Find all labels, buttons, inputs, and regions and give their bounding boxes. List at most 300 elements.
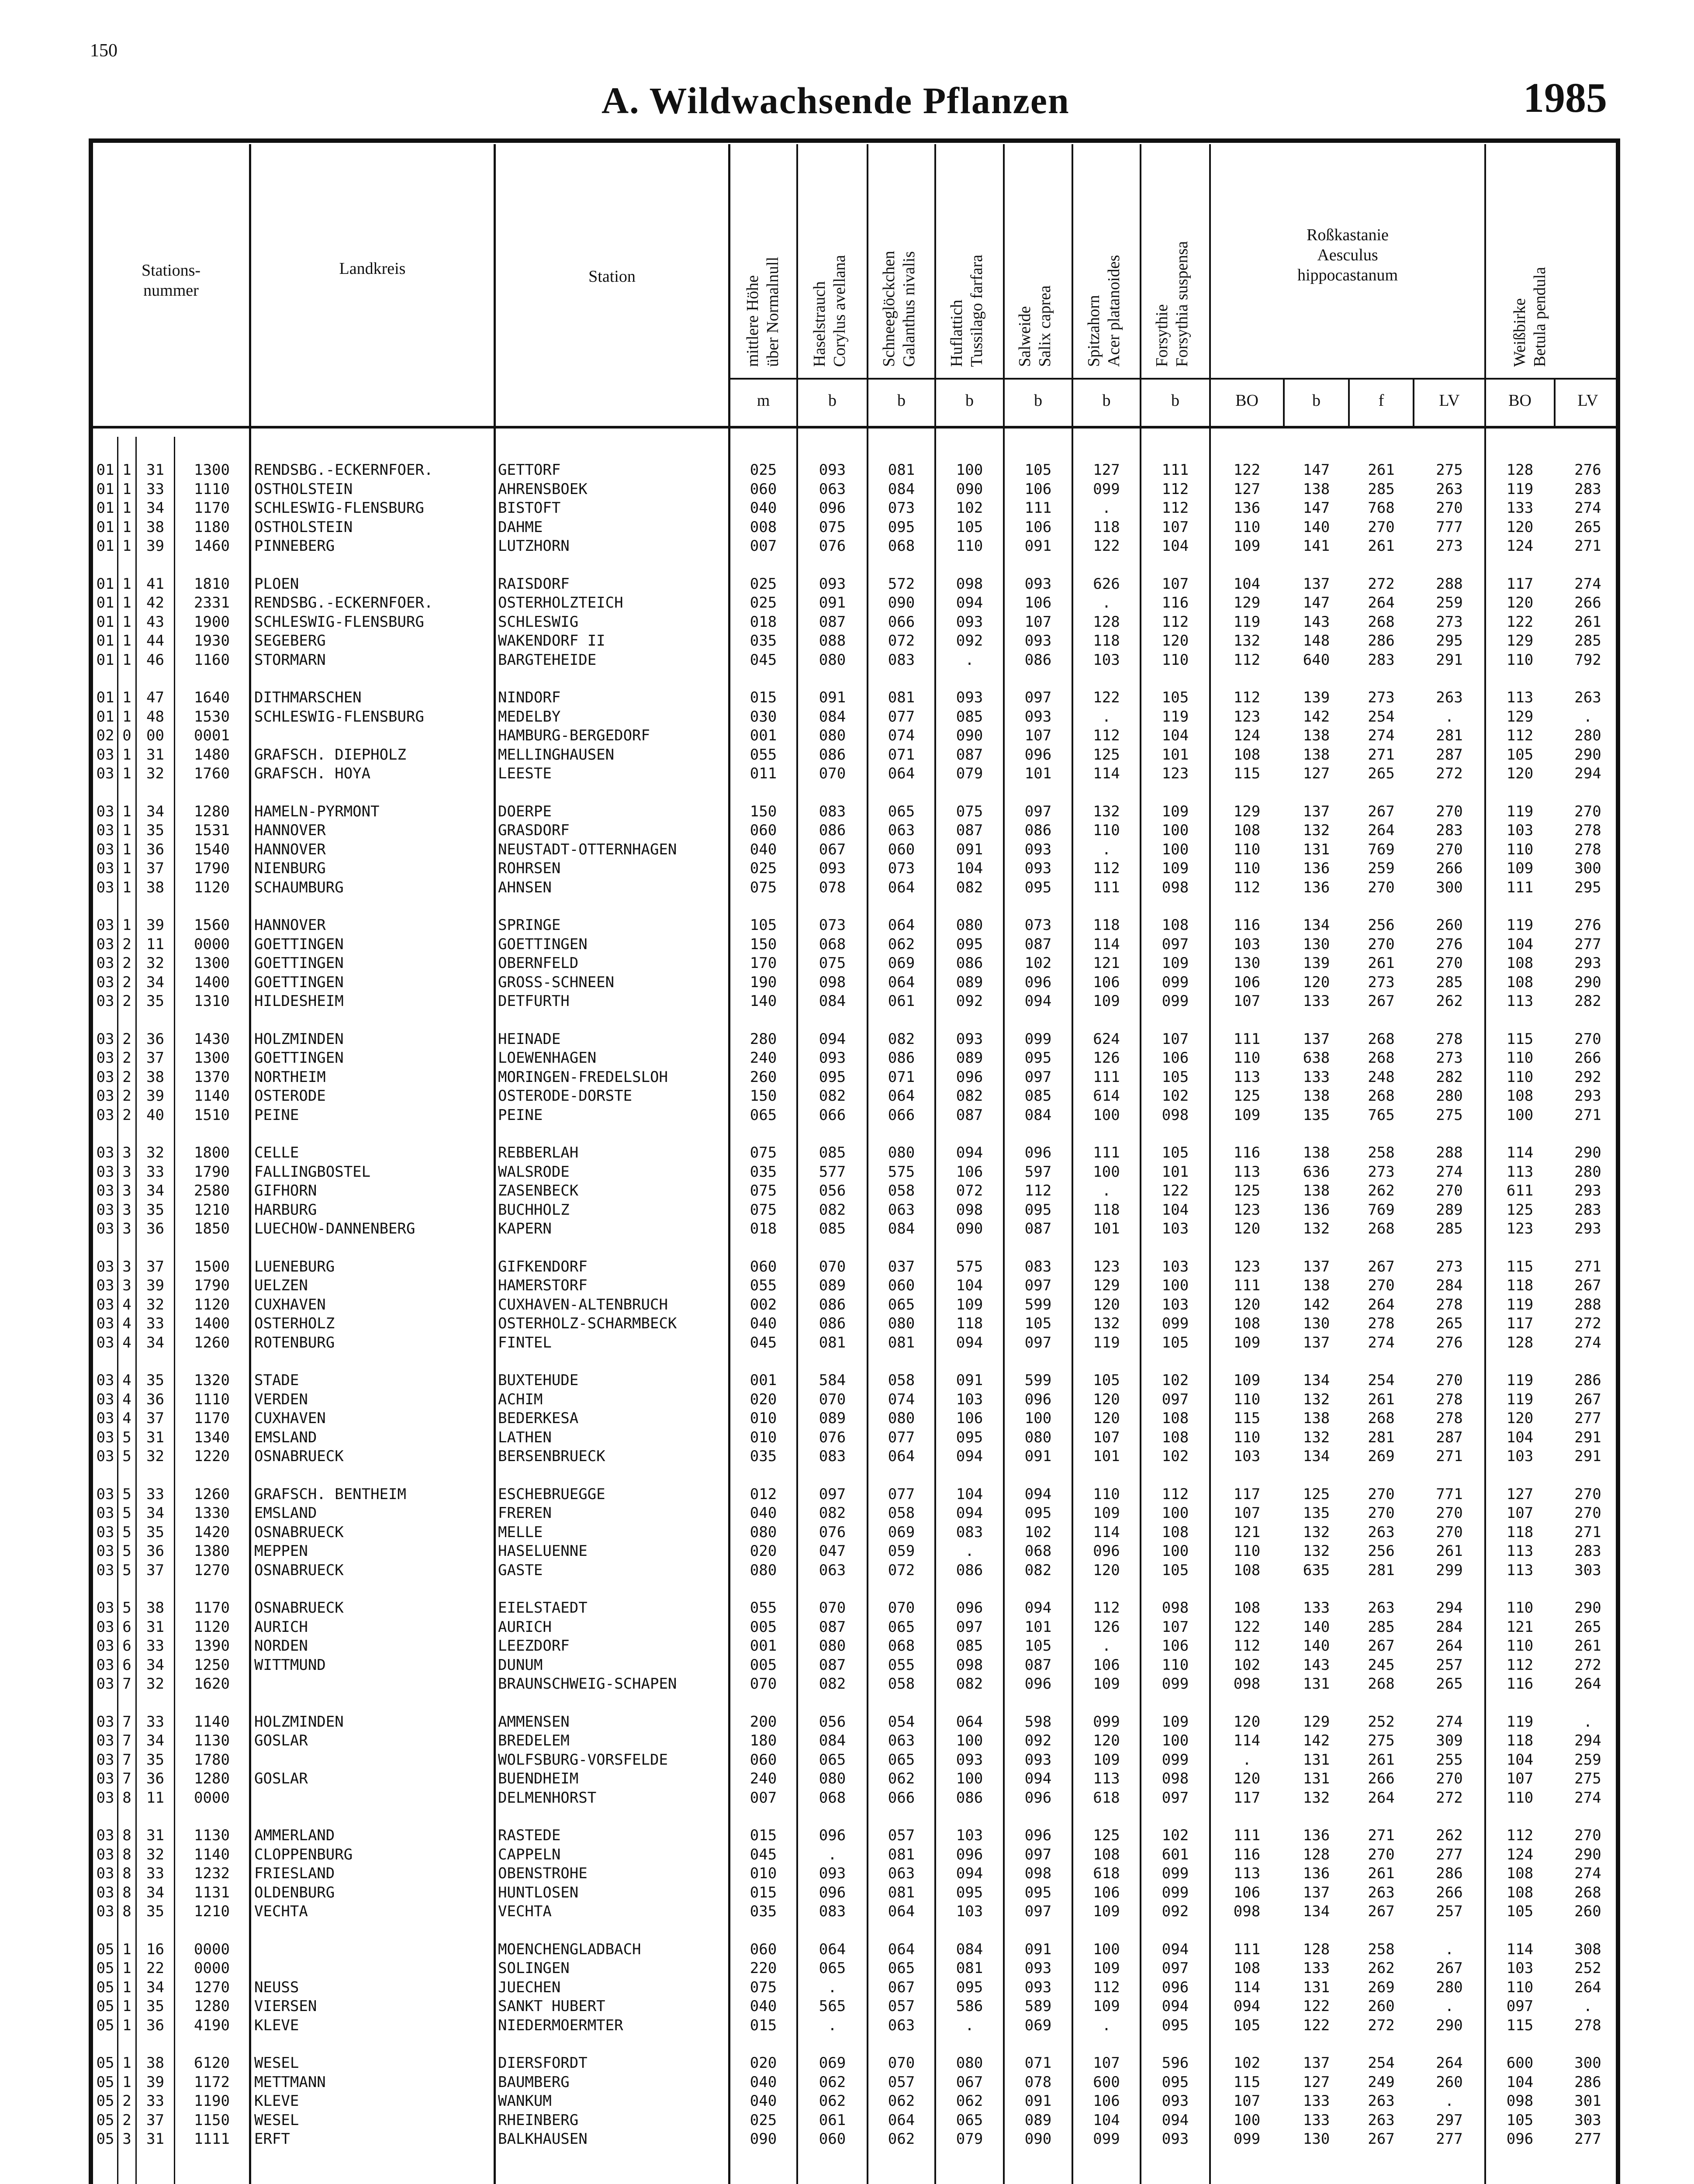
cell-state: 01 [96, 651, 114, 669]
cell-altitude: 040 [750, 1504, 777, 1522]
cell-altitude: 065 [750, 1106, 777, 1124]
cell-state: 03 [96, 1428, 114, 1446]
cell-state: 03 [96, 878, 114, 896]
header-hazel: Haselstrauch Corylus avellana [810, 255, 849, 367]
cell-district-no: 35 [146, 1372, 164, 1389]
cell-chestnut-bo: 120 [1233, 1770, 1261, 1787]
cell-station-no: 1790 [194, 860, 230, 877]
cell-birch-lv: 293 [1574, 1087, 1601, 1105]
cell-state: 01 [96, 594, 114, 612]
cell-maple: 096 [1093, 1542, 1120, 1560]
cell-altitude: 240 [750, 1770, 777, 1787]
cell-chestnut-f: 271 [1368, 1827, 1395, 1844]
cell-chestnut-b: 131 [1303, 1770, 1330, 1787]
cell-snowdrop: 065 [888, 1959, 915, 1977]
cell-district: VECHTA [254, 1903, 308, 1920]
cell-hazel: 067 [819, 840, 846, 858]
cell-altitude: 040 [750, 1315, 777, 1332]
cell-forsythia: 099 [1162, 973, 1189, 991]
cell-region: 0 [122, 727, 131, 744]
cell-district-no: 39 [146, 537, 164, 555]
cell-willow: 086 [1024, 822, 1052, 839]
cell-station: RAISDORF [498, 575, 570, 593]
cell-willow: 084 [1024, 1106, 1052, 1124]
cell-district-no: 33 [146, 480, 164, 498]
cell-chestnut-lv: 285 [1436, 973, 1463, 991]
cell-district: KLEVE [254, 2016, 299, 2034]
cell-chestnut-f: 267 [1368, 992, 1395, 1010]
cell-coltsfoot: 089 [956, 1049, 983, 1067]
cell-chestnut-bo: 106 [1233, 973, 1261, 991]
cell-birch-lv: 288 [1574, 1296, 1601, 1313]
cell-maple: 106 [1093, 1656, 1120, 1674]
cell-chestnut-b: 636 [1303, 1163, 1330, 1181]
cell-snowdrop: 095 [888, 518, 915, 536]
cell-birch-bo: 098 [1506, 2092, 1534, 2110]
cell-district-no: 47 [146, 689, 164, 706]
cell-station-no: 1140 [194, 1087, 230, 1105]
cell-chestnut-lv: 289 [1436, 1201, 1463, 1219]
cell-forsythia: 108 [1162, 1410, 1189, 1427]
cell-station: BARGTEHEIDE [498, 651, 597, 669]
cell-maple: 113 [1093, 1770, 1120, 1787]
cell-maple: 108 [1093, 1845, 1120, 1863]
cell-region: 1 [122, 916, 131, 934]
cell-hazel: 584 [819, 1372, 846, 1389]
cell-maple: 100 [1093, 1940, 1120, 1958]
cell-district: WESEL [254, 2111, 299, 2129]
cell-district-no: 37 [146, 1410, 164, 1427]
cell-snowdrop: 077 [888, 708, 915, 726]
cell-district-no: 35 [146, 1523, 164, 1541]
cell-birch-lv: 293 [1574, 1220, 1601, 1237]
cell-district-no: 00 [146, 727, 164, 744]
cell-chestnut-bo: 114 [1233, 1978, 1261, 1996]
cell-snowdrop: 062 [888, 935, 915, 953]
cell-maple: 104 [1093, 2111, 1120, 2129]
cell-state: 01 [96, 613, 114, 631]
cell-birch-bo: 119 [1506, 1296, 1534, 1313]
cell-hazel: 083 [819, 802, 846, 820]
cell-coltsfoot: 079 [956, 2130, 983, 2148]
cell-state: 03 [96, 1030, 114, 1048]
cell-chestnut-b: 142 [1303, 708, 1330, 726]
cell-willow: 598 [1024, 1713, 1052, 1731]
cell-station: OSTERODE-DORSTE [498, 1087, 633, 1105]
cell-birch-lv: 267 [1574, 1390, 1601, 1408]
cell-chestnut-bo: 113 [1233, 1865, 1261, 1882]
cell-hazel: 076 [819, 537, 846, 555]
cell-district: LUENEBURG [254, 1258, 335, 1275]
cell-chestnut-f: 262 [1368, 1182, 1395, 1199]
cell-birch-bo: 104 [1506, 1751, 1534, 1769]
cell-birch-bo: 110 [1506, 651, 1534, 669]
cell-station-no: 1500 [194, 1258, 230, 1275]
cell-maple: 614 [1093, 1087, 1120, 1105]
cell-region: 1 [122, 1978, 131, 1996]
cell-chestnut-f: 268 [1368, 1220, 1395, 1237]
cell-coltsfoot: 098 [956, 575, 983, 593]
cell-willow: 093 [1024, 840, 1052, 858]
cell-hazel: 056 [819, 1713, 846, 1731]
cell-chestnut-lv: 255 [1436, 1751, 1463, 1769]
cell-region: 4 [122, 1334, 131, 1351]
cell-birch-bo: 122 [1506, 613, 1534, 631]
cell-district: GOETTINGEN [254, 954, 344, 972]
cell-district: OSNABRUECK [254, 1561, 344, 1579]
cell-chestnut-bo: 098 [1233, 1675, 1261, 1693]
cell-region: 1 [122, 2016, 131, 2034]
cell-altitude: 005 [750, 1618, 777, 1636]
cell-hazel: 060 [819, 2130, 846, 2148]
cell-snowdrop: 037 [888, 1258, 915, 1275]
cell-station: ZASENBECK [498, 1182, 579, 1199]
cell-birch-lv: 294 [1574, 765, 1601, 782]
cell-snowdrop: 084 [888, 480, 915, 498]
cell-chestnut-lv: 277 [1436, 1845, 1463, 1863]
cell-coltsfoot: 100 [956, 1770, 983, 1787]
cell-station: BERSENBRUECK [498, 1448, 605, 1465]
cell-forsythia: 100 [1162, 1277, 1189, 1294]
cell-coltsfoot: 095 [956, 935, 983, 953]
cell-altitude: 025 [750, 594, 777, 612]
cell-birch-bo: 113 [1506, 992, 1534, 1010]
cell-region: 2 [122, 2092, 131, 2110]
cell-state: 05 [96, 2130, 114, 2148]
cell-chestnut-lv: 270 [1436, 1523, 1463, 1541]
cell-birch-lv: 792 [1574, 651, 1601, 669]
cell-district: HANNOVER [254, 916, 326, 934]
cell-coltsfoot: 093 [956, 613, 983, 631]
cell-station-no: 0000 [194, 1959, 230, 1977]
cell-chestnut-f: 263 [1368, 1599, 1395, 1617]
cell-station-no: 1260 [194, 1485, 230, 1503]
cell-birch-lv: 272 [1574, 1315, 1601, 1332]
cell-chestnut-lv: 280 [1436, 1087, 1463, 1105]
cell-district: GIFHORN [254, 1182, 317, 1199]
cell-chestnut-bo: 120 [1233, 1296, 1261, 1313]
cell-district-no: 38 [146, 1599, 164, 1617]
cell-maple: . [1102, 840, 1111, 858]
cell-state: 01 [96, 575, 114, 593]
cell-chestnut-lv: . [1445, 2092, 1454, 2110]
cell-chestnut-b: 132 [1303, 1789, 1330, 1807]
cell-hazel: 075 [819, 954, 846, 972]
cell-chestnut-lv: 285 [1436, 1220, 1463, 1237]
cell-snowdrop: 082 [888, 1030, 915, 1048]
cell-coltsfoot: 094 [956, 1334, 983, 1351]
cell-hazel: 082 [819, 1087, 846, 1105]
cell-station: RASTEDE [498, 1827, 561, 1844]
cell-forsythia: 107 [1162, 575, 1189, 593]
cell-station-no: 1530 [194, 708, 230, 726]
cell-station-no: 1300 [194, 461, 230, 479]
unit-altitude: m [757, 391, 770, 410]
cell-chestnut-b: 140 [1303, 1637, 1330, 1655]
cell-state: 03 [96, 935, 114, 953]
cell-maple: . [1102, 1637, 1111, 1655]
cell-altitude: 020 [750, 1390, 777, 1408]
cell-snowdrop: 068 [888, 1637, 915, 1655]
cell-maple: 118 [1093, 916, 1120, 934]
cell-altitude: 105 [750, 916, 777, 934]
cell-altitude: 018 [750, 613, 777, 631]
cell-altitude: 150 [750, 1087, 777, 1105]
cell-coltsfoot: 085 [956, 708, 983, 726]
cell-state: 03 [96, 1599, 114, 1617]
cell-hazel: 070 [819, 1599, 846, 1617]
cell-birch-lv: 290 [1574, 1599, 1601, 1617]
cell-willow: 093 [1024, 575, 1052, 593]
cell-district-no: 37 [146, 2111, 164, 2129]
cell-district: OSTERHOLZ [254, 1315, 335, 1332]
cell-chestnut-lv: 274 [1436, 1163, 1463, 1181]
cell-hazel: 096 [819, 1883, 846, 1901]
cell-willow: 599 [1024, 1372, 1052, 1389]
cell-birch-bo: 611 [1506, 1182, 1534, 1199]
cell-altitude: 075 [750, 1144, 777, 1161]
cell-coltsfoot: 094 [956, 1865, 983, 1882]
cell-coltsfoot: 062 [956, 2092, 983, 2110]
cell-region: 1 [122, 461, 131, 479]
cell-chestnut-bo: 110 [1233, 840, 1261, 858]
cell-birch-bo: 112 [1506, 727, 1534, 744]
cell-station-no: 1130 [194, 1827, 230, 1844]
cell-birch-lv: 300 [1574, 860, 1601, 877]
cell-birch-lv: . [1583, 1997, 1593, 2015]
cell-birch-lv: 293 [1574, 1182, 1601, 1199]
cell-station-no: 1170 [194, 499, 230, 517]
cell-chestnut-b: 137 [1303, 2054, 1330, 2072]
cell-snowdrop: 057 [888, 1997, 915, 2015]
cell-snowdrop: 064 [888, 973, 915, 991]
cell-region: 1 [122, 651, 131, 669]
cell-chestnut-bo: 127 [1233, 480, 1261, 498]
cell-station: SOLINGEN [498, 1959, 570, 1977]
cell-forsythia: 112 [1162, 1485, 1189, 1503]
cell-state: 05 [96, 2073, 114, 2091]
cell-chestnut-b: 138 [1303, 480, 1330, 498]
cell-station-no: 1170 [194, 1599, 230, 1617]
cell-willow: 097 [1024, 802, 1052, 820]
cell-willow: 094 [1024, 1485, 1052, 1503]
cell-maple: 626 [1093, 575, 1120, 593]
cell-hazel: 088 [819, 632, 846, 650]
cell-birch-bo: 116 [1506, 1675, 1534, 1693]
cell-station: BISTOFT [498, 499, 561, 517]
cell-district: CELLE [254, 1144, 299, 1161]
cell-maple: 110 [1093, 822, 1120, 839]
cell-birch-bo: 115 [1506, 2016, 1534, 2034]
cell-district-no: 33 [146, 1865, 164, 1882]
cell-station-no: 1540 [194, 840, 230, 858]
cell-birch-lv: 290 [1574, 973, 1601, 991]
cell-chestnut-f: 283 [1368, 651, 1395, 669]
cell-forsythia: 107 [1162, 518, 1189, 536]
header-chestnut: Roßkastanie Aesculus hippocastanum [1297, 226, 1398, 284]
cell-chestnut-f: 270 [1368, 878, 1395, 896]
cell-birch-lv: 270 [1574, 1485, 1601, 1503]
cell-coltsfoot: 080 [956, 916, 983, 934]
cell-region: 3 [122, 1201, 131, 1219]
cell-district-no: 31 [146, 2130, 164, 2148]
cell-district: MEPPEN [254, 1542, 308, 1560]
cell-district-no: 11 [146, 935, 164, 953]
cell-birch-bo: 105 [1506, 1903, 1534, 1920]
cell-state: 03 [96, 1903, 114, 1920]
cell-chestnut-bo: 108 [1233, 1561, 1261, 1579]
cell-district-no: 34 [146, 1182, 164, 1199]
cell-forsythia: 596 [1162, 2054, 1189, 2072]
cell-chestnut-bo: 094 [1233, 1997, 1261, 2015]
cell-chestnut-f: 272 [1368, 2016, 1395, 2034]
cell-coltsfoot: 102 [956, 499, 983, 517]
cell-snowdrop: 064 [888, 878, 915, 896]
cell-birch-bo: 108 [1506, 1883, 1534, 1901]
cell-birch-bo: 103 [1506, 1448, 1534, 1465]
cell-chestnut-bo: 122 [1233, 1618, 1261, 1636]
header-maple: Spitzahorn Acer platanoides [1085, 255, 1123, 367]
cell-district-no: 11 [146, 1789, 164, 1807]
cell-forsythia: 105 [1162, 1144, 1189, 1161]
cell-region: 2 [122, 1087, 131, 1105]
cell-coltsfoot: 082 [956, 1675, 983, 1693]
cell-birch-bo: 113 [1506, 1561, 1534, 1579]
cell-hazel: 068 [819, 1789, 846, 1807]
cell-altitude: 011 [750, 765, 777, 782]
cell-willow: 093 [1024, 1959, 1052, 1977]
cell-birch-lv: 270 [1574, 1827, 1601, 1844]
cell-birch-bo: 110 [1506, 1789, 1534, 1807]
cell-district: NEUSS [254, 1978, 299, 1996]
cell-district-no: 38 [146, 518, 164, 536]
cell-state: 03 [96, 860, 114, 877]
cell-snowdrop: 070 [888, 2054, 915, 2072]
cell-district-no: 34 [146, 1504, 164, 1522]
cell-altitude: 200 [750, 1713, 777, 1731]
cell-state: 03 [96, 1410, 114, 1427]
cell-maple: 129 [1093, 1277, 1120, 1294]
cell-willow: 095 [1024, 1504, 1052, 1522]
cell-region: 8 [122, 1865, 131, 1882]
cell-altitude: 040 [750, 2073, 777, 2091]
cell-chestnut-bo: 112 [1233, 689, 1261, 706]
cell-chestnut-b: 137 [1303, 1883, 1330, 1901]
cell-station-no: 1790 [194, 1277, 230, 1294]
cell-chestnut-b: 132 [1303, 1428, 1330, 1446]
cell-maple: 132 [1093, 1315, 1120, 1332]
cell-state: 03 [96, 992, 114, 1010]
cell-birch-lv: 283 [1574, 1201, 1601, 1219]
cell-chestnut-bo: 123 [1233, 1201, 1261, 1219]
cell-station: DIERSFORDT [498, 2054, 588, 2072]
cell-maple: 103 [1093, 651, 1120, 669]
cell-snowdrop: 074 [888, 1390, 915, 1408]
cell-snowdrop: 071 [888, 1068, 915, 1086]
cell-station: WALSRODE [498, 1163, 570, 1181]
cell-willow: 105 [1024, 1315, 1052, 1332]
cell-chestnut-f: 769 [1368, 840, 1395, 858]
cell-snowdrop: 063 [888, 1865, 915, 1882]
cell-altitude: 001 [750, 1372, 777, 1389]
cell-station: AMMENSEN [498, 1713, 570, 1731]
cell-chestnut-f: 258 [1368, 1144, 1395, 1161]
cell-station-no: 1510 [194, 1106, 230, 1124]
cell-station: OBENSTROHE [498, 1865, 588, 1882]
cell-station: CUXHAVEN-ALTENBRUCH [498, 1296, 668, 1313]
unit-chestnut-f: f [1378, 391, 1384, 410]
cell-snowdrop: 064 [888, 1903, 915, 1920]
cell-altitude: 280 [750, 1030, 777, 1048]
cell-district: PINNEBERG [254, 537, 335, 555]
cell-altitude: 040 [750, 499, 777, 517]
cell-hazel: 080 [819, 1770, 846, 1787]
cell-snowdrop: 055 [888, 1656, 915, 1674]
cell-region: 1 [122, 708, 131, 726]
cell-birch-lv: 264 [1574, 1978, 1601, 1996]
cell-region: 8 [122, 1883, 131, 1901]
cell-chestnut-b: 148 [1303, 632, 1330, 650]
cell-district: HANNOVER [254, 822, 326, 839]
unit-chestnut-b: b [1312, 391, 1321, 410]
cell-birch-lv: 285 [1574, 632, 1601, 650]
cell-willow: 094 [1024, 1770, 1052, 1787]
page-year: 1985 [1523, 74, 1607, 121]
cell-station: MEDELBY [498, 708, 561, 726]
cell-district: ERFT [254, 2130, 290, 2148]
cell-district-no: 37 [146, 1258, 164, 1275]
cell-willow: 090 [1024, 2130, 1052, 2148]
cell-birch-bo: 110 [1506, 1978, 1534, 1996]
cell-birch-lv: 295 [1574, 878, 1601, 896]
cell-region: 2 [122, 1049, 131, 1067]
cell-state: 03 [96, 1372, 114, 1389]
cell-altitude: 040 [750, 2092, 777, 2110]
cell-district: GRAFSCH. HOYA [254, 765, 371, 782]
cell-chestnut-b: 142 [1303, 1732, 1330, 1749]
cell-forsythia: 098 [1162, 1599, 1189, 1617]
cell-region: 8 [122, 1903, 131, 1920]
cell-birch-lv: . [1583, 1713, 1593, 1731]
unit-snowdrop: b [897, 391, 906, 410]
cell-chestnut-b: 125 [1303, 1485, 1330, 1503]
cell-district: OSTHOLSTEIN [254, 480, 353, 498]
cell-maple: 107 [1093, 2054, 1120, 2072]
cell-region: 3 [122, 1182, 131, 1199]
cell-coltsfoot: 087 [956, 746, 983, 764]
cell-chestnut-f: 281 [1368, 1561, 1395, 1579]
cell-station: GASTE [498, 1561, 543, 1579]
cell-maple: 099 [1093, 1713, 1120, 1731]
cell-station: GETTORF [498, 461, 561, 479]
cell-chestnut-lv: 300 [1436, 878, 1463, 896]
cell-station: NINDORF [498, 689, 561, 706]
cell-chestnut-lv: 275 [1436, 1106, 1463, 1124]
cell-willow: 068 [1024, 1542, 1052, 1560]
cell-station: MELLE [498, 1523, 543, 1541]
cell-chestnut-lv: 273 [1436, 537, 1463, 555]
cell-birch-bo: 104 [1506, 2073, 1534, 2091]
cell-forsythia: 107 [1162, 1030, 1189, 1048]
cell-forsythia: 105 [1162, 689, 1189, 706]
cell-chestnut-lv: 281 [1436, 727, 1463, 744]
cell-state: 03 [96, 1068, 114, 1086]
cell-station-no: 0001 [194, 727, 230, 744]
cell-district-no: 39 [146, 2073, 164, 2091]
cell-chestnut-bo: 108 [1233, 1599, 1261, 1617]
cell-birch-lv: 270 [1574, 1030, 1601, 1048]
cell-coltsfoot: 089 [956, 973, 983, 991]
